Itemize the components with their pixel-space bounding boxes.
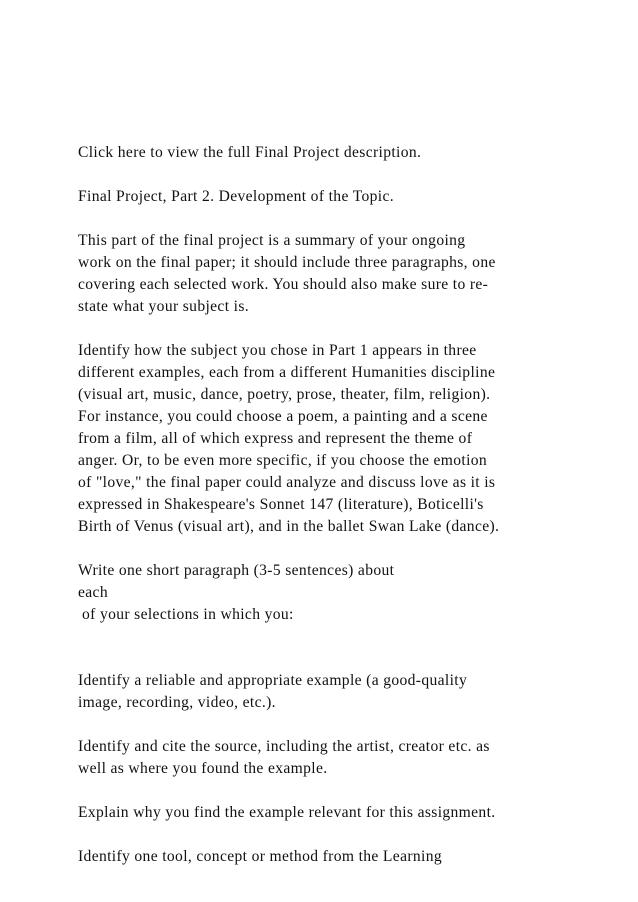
paragraph-gap bbox=[78, 714, 618, 736]
summary-line-3: covering each selected work. You should also make sure to re- bbox=[78, 276, 489, 293]
write-line-1: Write one short paragraph (3-5 sentences) about bbox=[78, 562, 395, 579]
item-2-line-2: well as where you found the example. bbox=[78, 760, 328, 777]
item-1-line-1: Identify a reliable and appropriate example (a good-quality bbox=[78, 672, 468, 689]
paragraph-gap bbox=[78, 164, 618, 186]
requirement-item-2 bbox=[78, 736, 618, 780]
write-paragraph bbox=[78, 560, 618, 626]
paragraph-gap bbox=[78, 780, 618, 802]
item-2-line-1: Identify and cite the source, including the artist, creator etc. as bbox=[78, 738, 490, 755]
identify-line-9: Birth of Venus (visual art), and in the ballet Swan Lake (dance). bbox=[78, 518, 500, 535]
paragraph-gap bbox=[78, 824, 618, 846]
write-line-2: each bbox=[78, 584, 108, 601]
summary-line-4: state what your subject is. bbox=[78, 298, 249, 315]
summary-line-1: This part of the final project is a summary of your ongoing bbox=[78, 232, 466, 249]
item-4-line-1: Identify one tool, concept or method from the Learning bbox=[78, 848, 443, 865]
requirement-item-1 bbox=[78, 670, 618, 714]
identify-paragraph bbox=[78, 340, 618, 538]
project-heading bbox=[78, 186, 618, 208]
project-heading-text: Final Project, Part 2. Development of the Topic. bbox=[78, 188, 394, 205]
document-body bbox=[78, 142, 618, 868]
requirement-item-4 bbox=[78, 846, 618, 868]
summary-line-2: work on the final paper; it should include three paragraphs, one bbox=[78, 254, 496, 271]
identify-line-3: (visual art, music, dance, poetry, prose, theater, film, religion). bbox=[78, 386, 491, 403]
paragraph-gap bbox=[78, 318, 618, 340]
paragraph-gap bbox=[78, 208, 618, 230]
identify-line-6: anger. Or, to be even more specific, if you choose the emotion bbox=[78, 452, 488, 469]
summary-paragraph bbox=[78, 230, 618, 318]
double-paragraph-gap bbox=[78, 626, 618, 670]
item-3-line-1: Explain why you find the example relevant for this assignment. bbox=[78, 804, 496, 821]
identify-line-7: of "love," the final paper could analyze and discuss love as it is bbox=[78, 474, 496, 491]
identify-line-4: For instance, you could choose a poem, a painting and a scene bbox=[78, 408, 488, 425]
full-description-link[interactable] bbox=[78, 142, 618, 164]
identify-line-5: from a film, all of which express and represent the theme of bbox=[78, 430, 473, 447]
paragraph-gap bbox=[78, 538, 618, 560]
write-line-3: of your selections in which you: bbox=[82, 606, 294, 623]
full-description-link-text[interactable]: Click here to view the full Final Project description. bbox=[78, 144, 422, 161]
identify-line-1: Identify how the subject you chose in Part 1 appears in three bbox=[78, 342, 477, 359]
write-line-3-wrapper bbox=[78, 604, 618, 626]
requirement-item-3 bbox=[78, 802, 618, 824]
identify-line-2: different examples, each from a different Humanities discipline bbox=[78, 364, 496, 381]
item-1-line-2: image, recording, video, etc.). bbox=[78, 694, 276, 711]
identify-line-8: expressed in Shakespeare's Sonnet 147 (literature), Boticelli's bbox=[78, 496, 484, 513]
